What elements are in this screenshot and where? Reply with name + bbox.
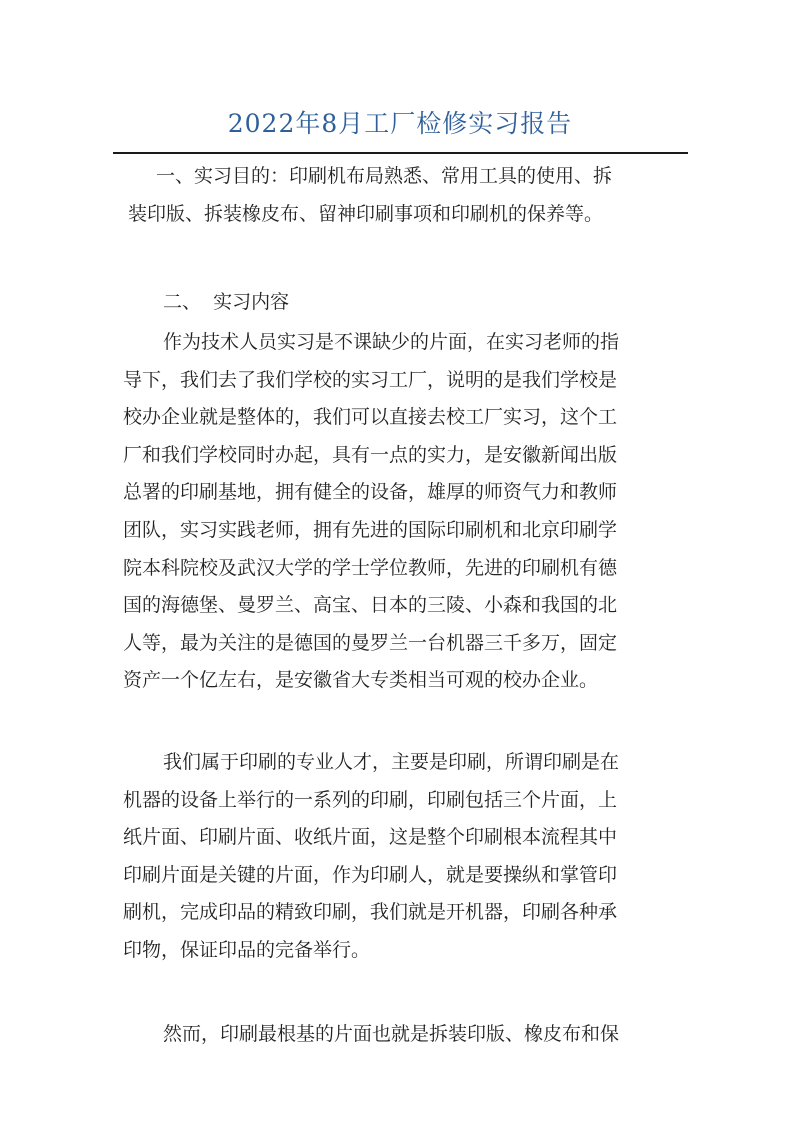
text-line: 印物，保证印品的完备举行。 (123, 938, 371, 961)
text-line: 资产一个亿左右，是安徽省大专类相当可观的校办企业。 (123, 669, 599, 692)
text-line: 团队，实习实践老师，拥有先进的国际印刷机和北京印刷学 (123, 518, 618, 541)
text-line: 导下，我们去了我们学校的实习工厂，说明的是我们学校是 (123, 368, 618, 391)
document-title: 2022年8月工厂检修实习报告 (227, 109, 573, 138)
text-line: 机器的设备上举行的一系列的印刷，印刷包括三个片面，上 (123, 788, 618, 811)
paragraph-printing-process (123, 744, 619, 970)
paragraph-plate-mounting (123, 1016, 619, 1054)
text-line: 国的海德堡、曼罗兰、高宝、日本的三陵、小森和我国的北 (123, 594, 618, 617)
text-line: 然而，印刷最根基的片面也就是拆装印版、橡皮布和保 (163, 1023, 620, 1045)
section-heading: 二、 实习内容 (163, 291, 290, 313)
paragraph-practice-intro (123, 324, 619, 700)
text-line: 厂和我们学校同时办起，具有一点的实力，是安徽新闻出版 (123, 443, 618, 466)
text-line: 作为技术人员实习是不课缺少的片面，在实习老师的指 (163, 331, 620, 353)
text-line: 我们属于印刷的专业人才，主要是印刷，所谓印刷是在 (163, 751, 620, 773)
section-purpose (128, 158, 612, 233)
text-line: 人等，最为关注的是德国的曼罗兰一台机器三千多万，固定 (123, 631, 618, 654)
section-heading-content (163, 284, 289, 322)
text-line: 校办企业就是整体的，我们可以直接去校工厂实习，这个工 (123, 406, 618, 429)
text-line: 一、实习目的：印刷机布局熟悉、常用工具的使用、拆 (156, 165, 613, 187)
text-line: 总署的印刷基地，拥有健全的设备，雄厚的师资气力和教师 (123, 481, 618, 504)
text-line: 印刷片面是关键的片面，作为印刷人，就是要操纵和掌管印 (123, 863, 618, 886)
text-line: 刷机，完成印品的精致印刷，我们就是开机器，印刷各种承 (123, 901, 618, 924)
title-underline (113, 152, 688, 154)
text-line: 装印版、拆装橡皮布、留神印刷事项和印刷机的保养等。 (128, 202, 604, 225)
text-line: 院本科院校及武汉大学的学士学位教师，先进的印刷机有德 (123, 556, 618, 579)
text-line: 纸片面、印刷片面、收纸片面，这是整个印刷根本流程其中 (123, 826, 618, 849)
